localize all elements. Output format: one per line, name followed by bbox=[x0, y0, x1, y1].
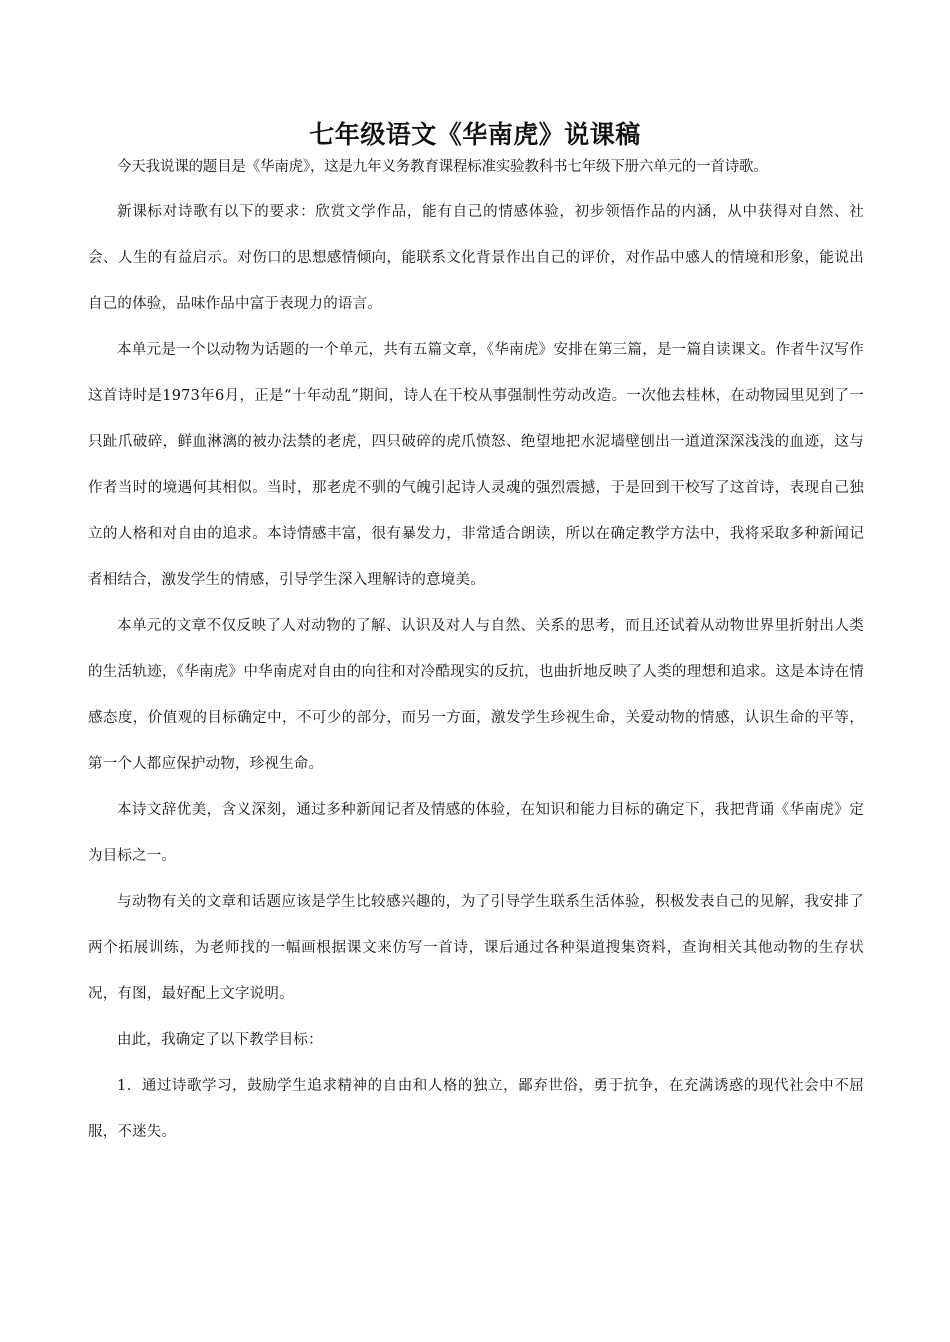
paragraph-recitation-goal: 本诗文辞优美，含义深刻，通过多种新闻记者及情感的体验，在知识和能力目标的确定下，我把背诵《华南虎》定为目标之一。 bbox=[88, 802, 864, 864]
paragraph-unit-theme: 本单元的文章不仅反映了人对动物的了解、认识及对人与自然、关系的思考，而且还试着从动物世界里折射出人类的生活轨迹，《华南虎》中华南虎对自由的向往和对冷酷现实的反抗，也曲折地反映了人类的理想和追求。这是本诗在情感态度，价值观的目标确定中，不可少的部分，而另一方面，激发学生珍视生命，关爱动物的情感，认识生命的平等，第一个人都应保护动物，珍视生命。 bbox=[88, 618, 864, 772]
paragraph-unit-background: 本单元是一个以动物为话题的一个单元，共有五篇文章，《华南虎》安排在第三篇，是一篇自读课文。作者牛汉写作这首诗时是1973年6月，正是“十年动乱”期间，诗人在干校从事强制性劳动改造。一次他去桂林，在动物园里见到了一只趾爪破碎，鲜血淋漓的被办法禁的老虎，四只破碎的虎爪愤怒、绝望地把水泥墙壁刨出一道道深深浅浅的血迹，这与作者当时的境遇何其相似。当时，那老虎不驯的气魄引起诗人灵魂的强烈震撼，于是回到干校写了这首诗，表现自己独立的人格和对自由的追求。本诗情感丰富，很有暴发力，非常适合朗读，所以在确定教学方法中，我将采取多种新闻记者相结合，激发学生的情感，引导学生深入理解诗的意境美。 bbox=[88, 342, 864, 588]
paragraph-intro: 今天我说课的题目是《华南虎》，这是九年义务教育课程标准实验教科书七年级下册六单元的一首诗歌。 bbox=[117, 159, 768, 175]
paragraph-objectives-intro: 由此，我确定了以下教学目标： bbox=[117, 1032, 323, 1048]
document-body bbox=[88, 150, 864, 1155]
paragraph-curriculum-standard: 新课标对诗歌有以下的要求：欣赏文学作品，能有自己的情感体验，初步领悟作品的内涵，从中获得对自然、社会、人生的有益启示。对伤口的思想感情倾向，能联系文化背景作出自己的评价，对作品中感人的情境和形象，能说出自己的体验，品味作品中富于表现力的语言。 bbox=[88, 204, 864, 312]
paragraph-objective-1: 1．通过诗歌学习，鼓励学生追求精神的自由和人格的独立，鄙弃世俗，勇于抗争，在充满诱惑的现代社会中不屈服，不迷失。 bbox=[88, 1078, 864, 1140]
paragraph-extension-training: 与动物有关的文章和话题应该是学生比较感兴趣的，为了引导学生联系生活体验，积极发表自己的见解，我安排了两个拓展训练，为老师找的一幅画根据课文来仿写一首诗，课后通过各种渠道搜集资料，查询相关其他动物的生存状况，有图，最好配上文字说明。 bbox=[88, 894, 864, 1002]
document-title: 七年级语文《华南虎》说课稿 bbox=[309, 120, 641, 149]
